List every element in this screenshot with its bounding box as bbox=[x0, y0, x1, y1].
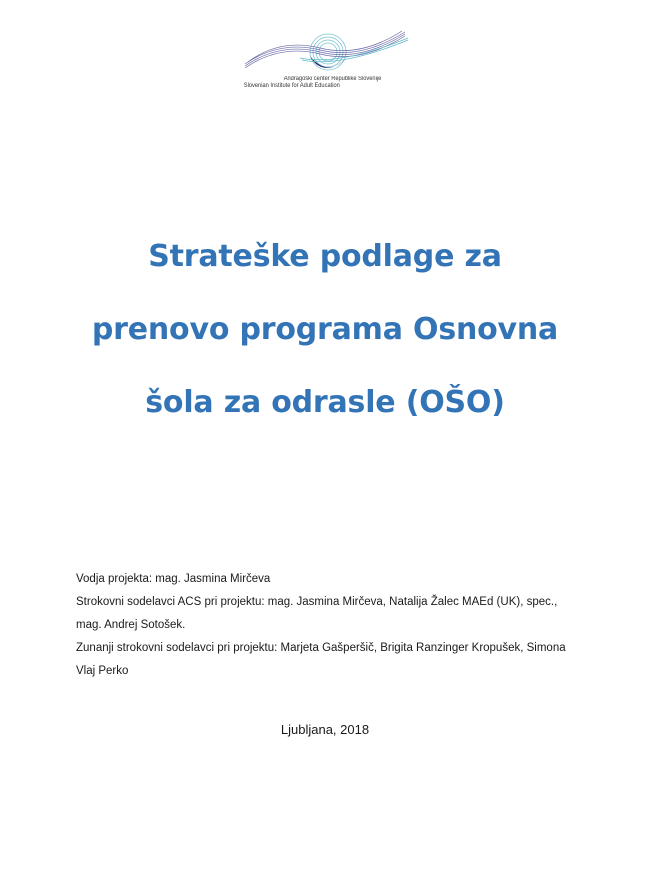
credits-line-3: mag. Andrej Sotošek. bbox=[76, 619, 186, 631]
logo-line-2: Slovenian Institute for Adult Education bbox=[243, 83, 340, 89]
place-date: Ljubljana, 2018 bbox=[280, 722, 370, 737]
logo-line-1: Andragoški center Republike Slovenije bbox=[283, 76, 382, 82]
credits-line-1: Vodja projekta: mag. Jasmina Mirčeva bbox=[76, 573, 271, 585]
title-line-2: prenovo programa Osnovna bbox=[91, 312, 559, 347]
document-title bbox=[40, 220, 610, 439]
institute-logo bbox=[240, 28, 412, 96]
credits-line-5: Vlaj Perko bbox=[76, 665, 129, 677]
title-line-1: Strateške podlage za bbox=[148, 239, 502, 274]
logo-wave-icon bbox=[240, 28, 412, 76]
credits-line-4: Zunanji strokovni sodelavci pri projektu: Marjeta Gašperšič, Brigita Ranzinger Kropušek, Simona bbox=[76, 642, 566, 654]
project-credits bbox=[76, 568, 576, 683]
credits-line-2: Strokovni sodelavci ACS pri projektu: mag. Jasmina Mirčeva, Natalija Žalec MAEd (UK), spec., bbox=[76, 596, 558, 608]
logo-caption bbox=[240, 76, 403, 90]
title-line-3: šola za odrasle (OŠO) bbox=[145, 385, 505, 420]
